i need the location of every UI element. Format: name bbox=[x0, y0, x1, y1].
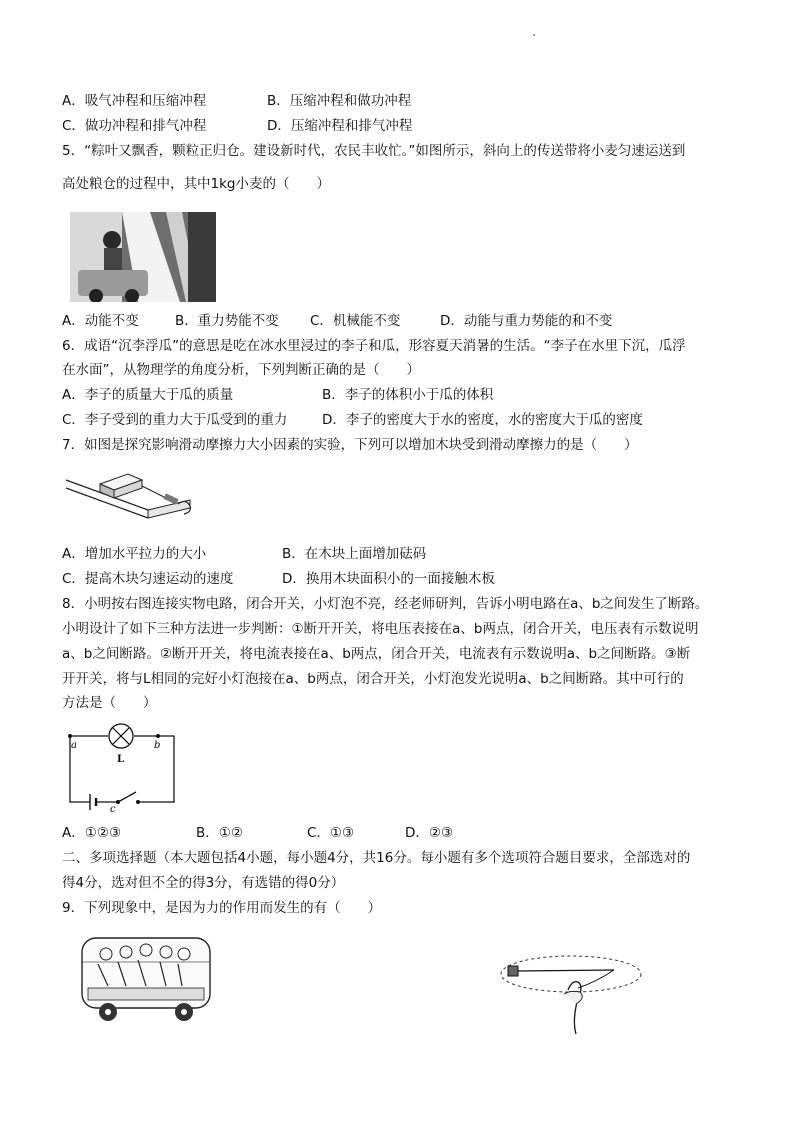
point-c-label: c bbox=[110, 804, 116, 812]
q9-bus-passengers-image bbox=[80, 932, 214, 1024]
q4-option-b: B．压缩冲程和做功冲程 bbox=[267, 93, 412, 109]
q8-stem-line1: 8．小明按右图连接实物电路，闭合开关，小灯泡不亮，经老师研判，告诉小明电路在a、b之间发生了断路。 bbox=[62, 596, 709, 612]
q6-option-a: A．李子的质量大于瓜的质量 bbox=[62, 387, 234, 403]
q8-stem-line5: 方法是（ ） bbox=[62, 695, 157, 711]
q8-option-a: A．①②③ bbox=[62, 825, 122, 841]
q6-option-c: C．李子受到的重力大于瓜受到的重力 bbox=[62, 412, 288, 428]
q5-stem-line1: 5．“粽叶又飘香，颗粒正归仓。建设新时代，农民丰收忙。”如图所示，斜向上的传送带将小麦匀速运送到 bbox=[62, 143, 686, 159]
q5-conveyor-photo bbox=[70, 212, 216, 302]
q7-friction-apparatus bbox=[62, 466, 202, 526]
q8-stem-line3: a、b之间断路。②断开开关，将电流表接在a、b两点，闭合开关，电流表有示数说明a、b之间断路。③断 bbox=[62, 646, 691, 662]
q5-option-b: B．重力势能不变 bbox=[175, 313, 279, 329]
q7-option-c: C．提高木块匀速运动的速度 bbox=[62, 571, 234, 587]
q6-stem-line1: 6．成语“沉李浮瓜”的意思是吃在冰水里浸过的李子和瓜，形容夏天消暑的生活。“李子在水里下沉，瓜浮 bbox=[62, 338, 686, 354]
point-a-label: a bbox=[71, 740, 77, 751]
section2-heading-line2: 得4分，选对但不全的得3分，有选错的得0分） bbox=[62, 875, 345, 891]
lamp-label: L bbox=[117, 754, 125, 765]
page-speck bbox=[533, 34, 535, 36]
q7-option-d: D．换用木块面积小的一面接触木板 bbox=[282, 571, 495, 587]
q7-stem: 7．如图是探究影响滑动摩擦力大小因素的实验，下列可以增加木块受到滑动摩擦力的是（ ） bbox=[62, 437, 638, 453]
q8-stem-line4: 开开关，将与L相同的完好小灯泡接在a、b两点，闭合开关，小灯泡发光说明a、b之间断路。其中可行的 bbox=[62, 671, 684, 687]
q6-stem-line2: 在水面”，从物理学的角度分析，下列判断正确的是（ ） bbox=[62, 362, 420, 378]
q8-stem-line2: 小明设计了如下三种方法进一步判断：①断开开关，将电压表接在a、b两点，闭合开关，电压表有示数说明 bbox=[62, 621, 699, 637]
q6-option-b: B．李子的体积小于瓜的体积 bbox=[322, 387, 494, 403]
q5-option-a: A．动能不变 bbox=[62, 313, 139, 329]
q9-circular-motion-image bbox=[496, 948, 646, 1036]
section2-heading-line1: 二、多项选择题（本大题包括4小题，每小题4分，共16分。每小题有多个选项符合题目要求，全部选对的 bbox=[62, 850, 691, 866]
q9-stem: 9．下列现象中，是因为力的作用而发生的有（ ） bbox=[62, 900, 382, 916]
q4-option-a: A．吸气冲程和压缩冲程 bbox=[62, 93, 207, 109]
q5-stem-line2: 高处粮仓的过程中，其中1kg小麦的（ ） bbox=[62, 176, 330, 192]
q7-option-a: A．增加水平拉力的大小 bbox=[62, 546, 207, 562]
q4-option-d: D．压缩冲程和排气冲程 bbox=[267, 118, 413, 134]
q8-option-d: D．②③ bbox=[405, 825, 454, 841]
q8-circuit-diagram bbox=[62, 722, 188, 812]
q7-option-b: B．在木块上面增加砝码 bbox=[282, 546, 427, 562]
q6-option-d: D．李子的密度大于水的密度，水的密度大于瓜的密度 bbox=[322, 412, 643, 428]
point-b-label: b bbox=[154, 740, 161, 751]
q5-option-d: D．动能与重力势能的和不变 bbox=[440, 313, 613, 329]
q8-option-b: B．①② bbox=[196, 825, 243, 841]
switch-symbol bbox=[118, 792, 136, 802]
q8-option-c: C．①③ bbox=[307, 825, 355, 841]
q4-option-c: C．做功冲程和排气冲程 bbox=[62, 118, 207, 134]
q5-option-c: C．机械能不变 bbox=[310, 313, 401, 329]
